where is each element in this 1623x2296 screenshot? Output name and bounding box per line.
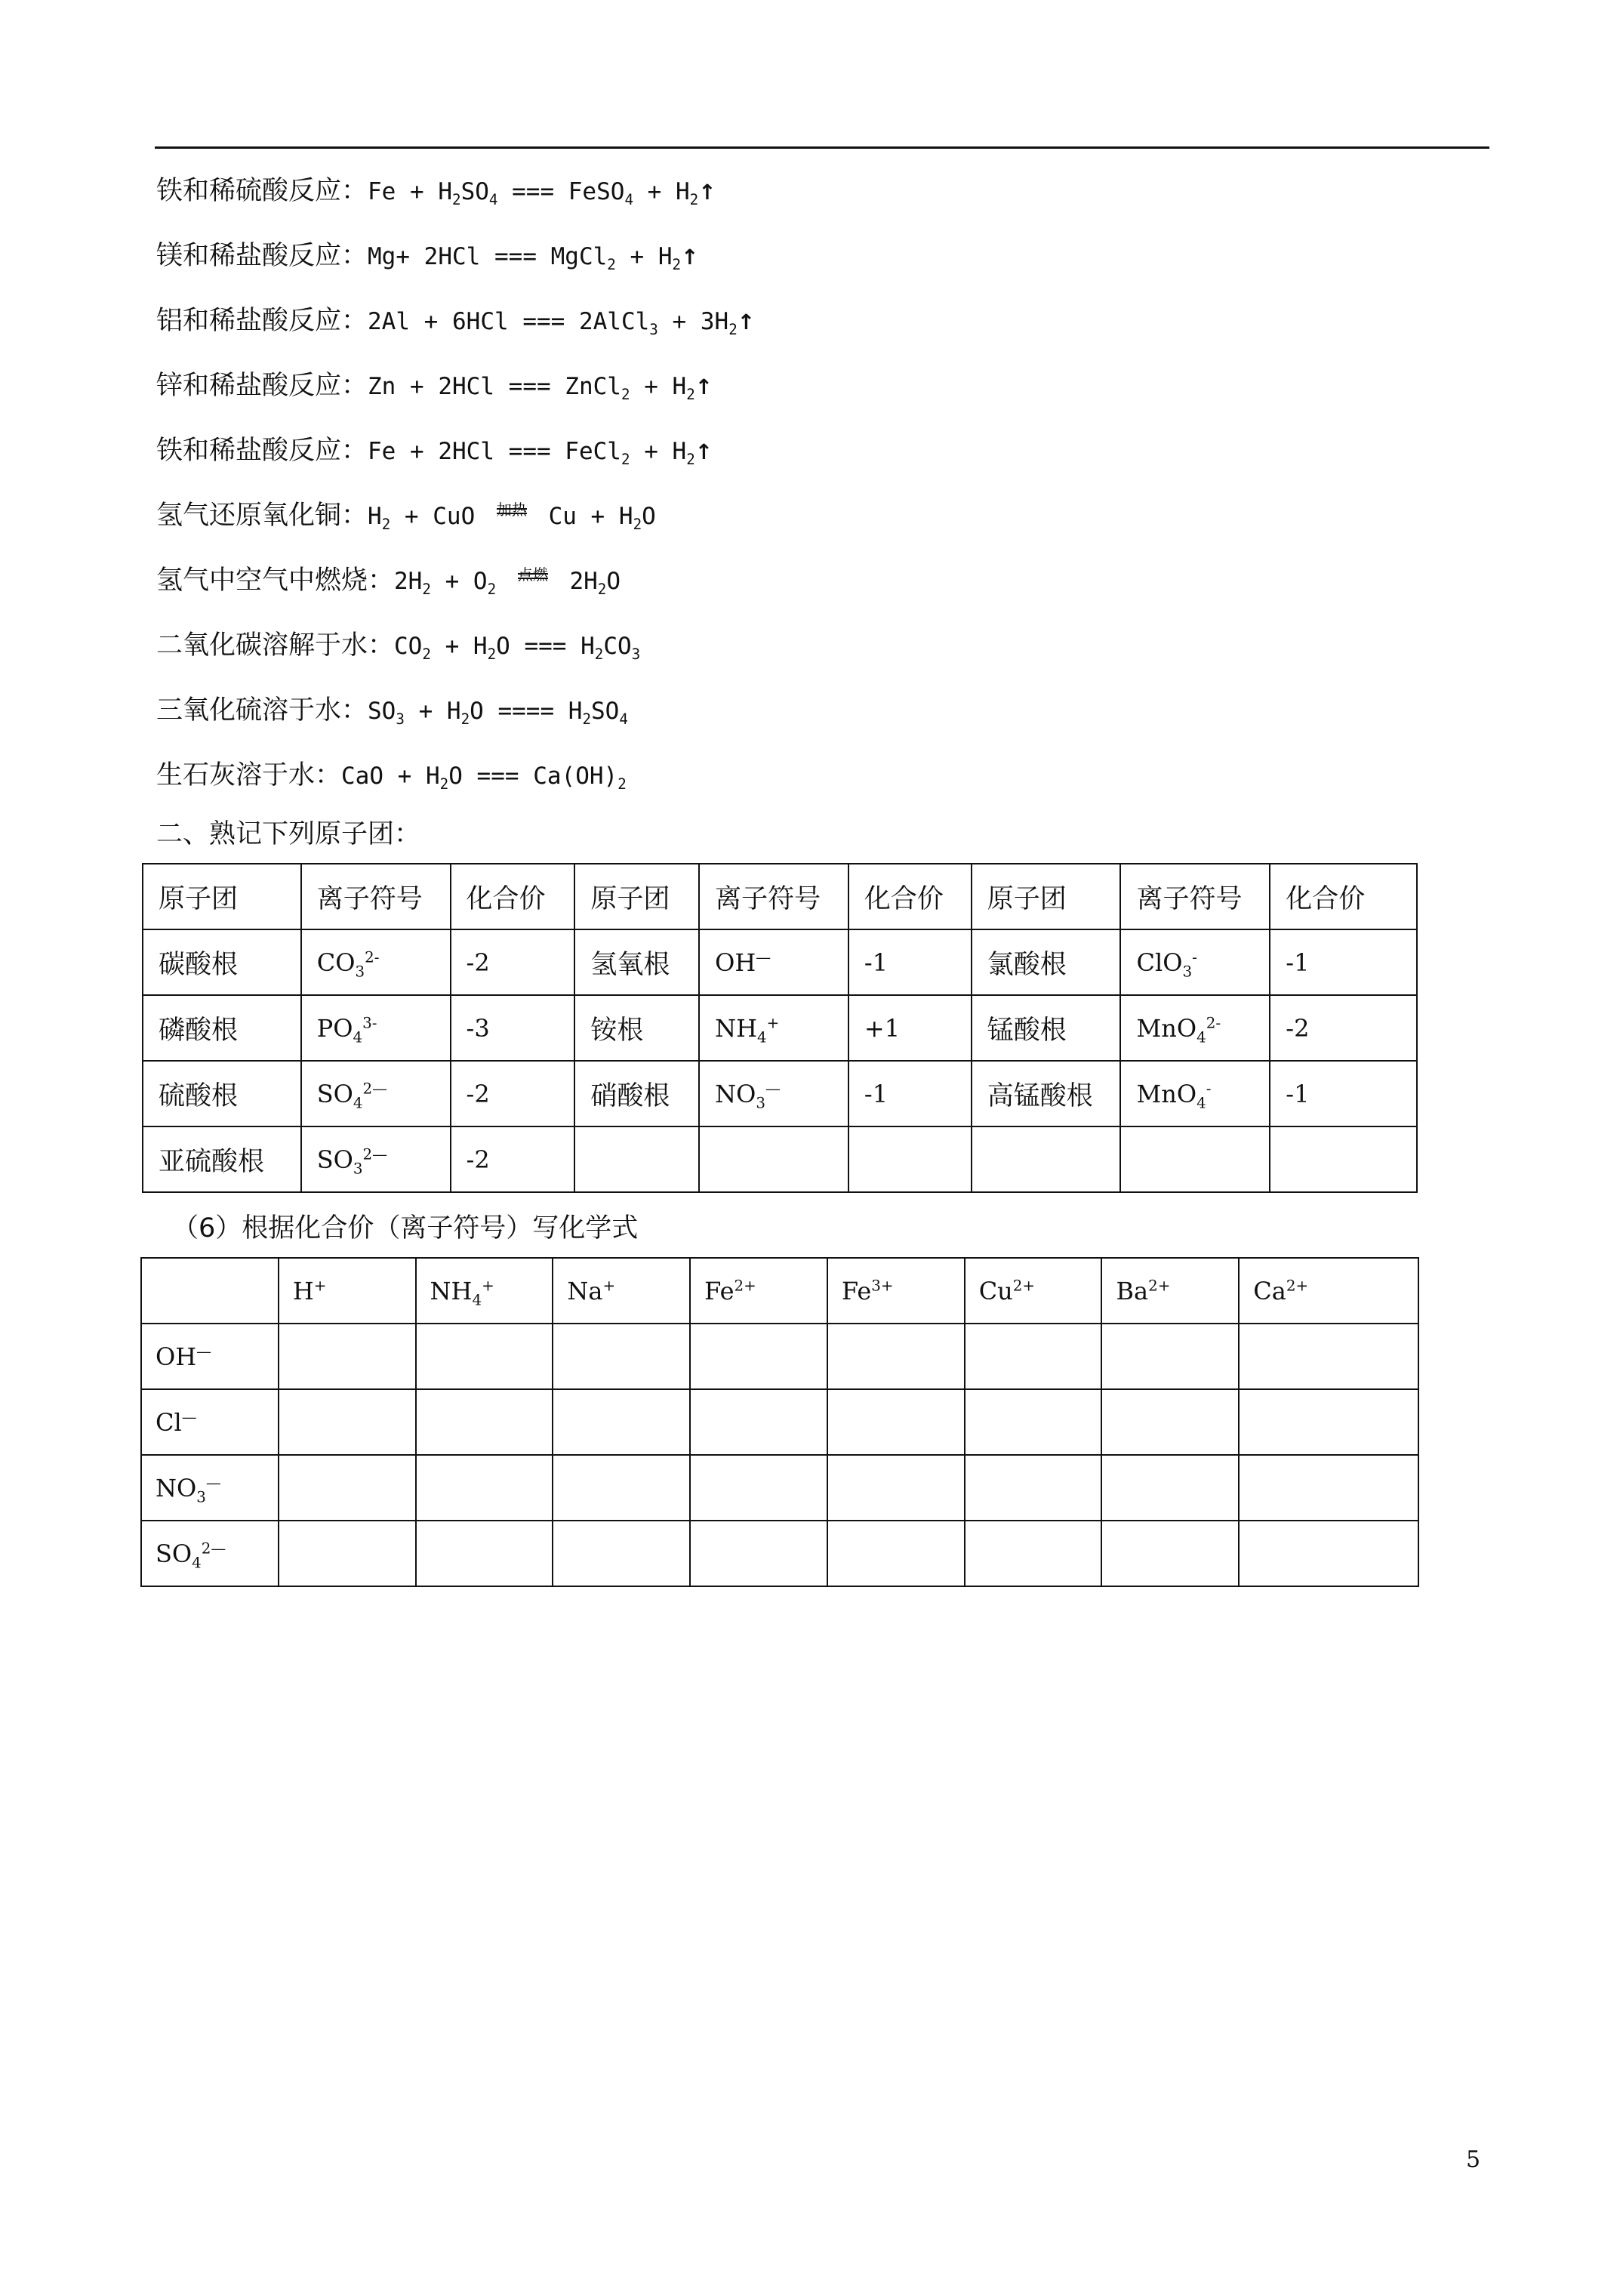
formula-answer-cell[interactable] <box>690 1389 827 1455</box>
header-cell: 原子团 <box>574 864 699 929</box>
ion-symbol-cell <box>699 1126 848 1192</box>
formula-answer-cell[interactable] <box>279 1324 416 1389</box>
formula-answer-cell[interactable] <box>1101 1521 1239 1586</box>
equation-line <box>156 622 1485 687</box>
valence-cell <box>1270 1126 1417 1192</box>
ion-symbol-cell: $SO_3^{2—}$ <box>301 1126 451 1192</box>
section-heading-radicals: 二、熟记下列原子团： <box>156 819 421 849</box>
header-cell: 离子符号 <box>699 864 848 929</box>
ion-symbol-cell: MnO$_4$- <box>1120 1061 1270 1126</box>
header-cell: 化合价 <box>848 864 972 929</box>
anion-header-cell: $SO_4^{2—}$ <box>141 1521 279 1586</box>
formula-answer-cell[interactable] <box>965 1521 1102 1586</box>
ion-symbol-cell: ClO$_3$- <box>1120 929 1270 995</box>
equation-label: 三氧化硫溶于水： <box>156 695 368 726</box>
equation-formula: $H_2$ + CuO $^{加热}$ $Cu + H_2O$ <box>368 501 656 534</box>
formula-answer-cell[interactable] <box>690 1455 827 1521</box>
radical-name-cell: 铵根 <box>574 995 699 1061</box>
formula-answer-cell[interactable] <box>416 1324 553 1389</box>
equation-line <box>156 687 1485 752</box>
valence-cell: -2 <box>1270 995 1417 1061</box>
table-row <box>143 929 1417 995</box>
formula-answer-cell[interactable] <box>279 1389 416 1455</box>
anion-header-cell: $NO_3^—$ <box>141 1455 279 1521</box>
ion-symbol-cell: $NO_3^—$ <box>699 1061 848 1126</box>
radical-name-cell: 锰酸根 <box>972 995 1121 1061</box>
formula-answer-cell[interactable] <box>690 1521 827 1586</box>
table-row <box>143 1126 1417 1192</box>
radical-name-cell: 磷酸根 <box>143 995 301 1061</box>
equation-formula: Fe + 2HCl === FeCl$_2$ + $H_2↑$ <box>368 438 713 469</box>
valence-cell: -1 <box>1270 929 1417 995</box>
cation-header-cell: $Ba^{2+}$ <box>1101 1258 1239 1324</box>
radical-name-cell: 亚硫酸根 <box>143 1126 301 1192</box>
equation-label: 锌和稀盐酸反应： <box>156 371 368 401</box>
valence-cell: -2 <box>451 1061 575 1126</box>
section-heading-write-formulas: （6）根据化合价（离子符号）写化学式 <box>172 1213 639 1244</box>
cation-header-cell: H+ <box>279 1258 416 1324</box>
cation-header-cell: $NH_4^+$ <box>416 1258 553 1324</box>
header-cell: 化合价 <box>1270 864 1417 929</box>
ion-symbol-cell: OH— <box>699 929 848 995</box>
header-cell: 离子符号 <box>301 864 451 929</box>
formula-answer-cell[interactable] <box>553 1521 690 1586</box>
header-cell: 原子团 <box>972 864 1121 929</box>
ion-symbol-cell: $NH_4^+$ <box>699 995 848 1061</box>
equation-formula: Mg+ 2HCl === MgCl$_2$ + $H_2↑$ <box>368 243 699 274</box>
formula-answer-cell[interactable] <box>279 1455 416 1521</box>
header-cell: 原子团 <box>143 864 301 929</box>
cation-header-cell: $Fe^{3+}$ <box>827 1258 965 1324</box>
equation-line <box>156 168 1485 233</box>
equation-label: 二氧化碳溶解于水： <box>156 630 395 661</box>
formula-answer-cell[interactable] <box>553 1455 690 1521</box>
valence-cell: -1 <box>848 929 972 995</box>
formula-answer-cell[interactable] <box>1239 1324 1418 1389</box>
formula-answer-cell[interactable] <box>965 1455 1102 1521</box>
ion-symbol-cell: $SO_4^{2—}$ <box>301 1061 451 1126</box>
cation-header-cell: Na+ <box>553 1258 690 1324</box>
formula-answer-cell[interactable] <box>1239 1521 1418 1586</box>
corner-cell <box>141 1258 279 1324</box>
formula-answer-cell[interactable] <box>1101 1324 1239 1389</box>
page-number: 5 <box>1466 2147 1481 2173</box>
grid-header-row <box>141 1258 1418 1324</box>
equation-formula: $CO_2 + H_2O$ === $H_2CO_3$ <box>394 633 641 664</box>
equation-label: 氢气还原氧化铜： <box>156 501 368 531</box>
equation-formula: $Fe + H_2SO_4$ === FeSO$_4$ + $H_2↑$ <box>368 178 716 209</box>
header-cell: 化合价 <box>451 864 575 929</box>
equation-list <box>156 168 1485 817</box>
anion-header-cell: OH— <box>141 1324 279 1389</box>
formula-answer-cell[interactable] <box>827 1455 965 1521</box>
formula-answer-cell[interactable] <box>553 1389 690 1455</box>
radicals-table <box>142 863 1418 1193</box>
cation-header-cell: $Cu^{2+}$ <box>965 1258 1102 1324</box>
grid-row <box>141 1521 1418 1586</box>
formula-answer-cell[interactable] <box>1239 1455 1418 1521</box>
table-row <box>143 995 1417 1061</box>
formula-answer-cell[interactable] <box>416 1521 553 1586</box>
radical-name-cell: 氢氧根 <box>574 929 699 995</box>
valence-cell: -2 <box>451 1126 575 1192</box>
table-row <box>143 1061 1417 1126</box>
formula-answer-cell[interactable] <box>416 1389 553 1455</box>
equation-line <box>156 297 1485 362</box>
equation-formula: 2Al + 6HCl === 2AlCl$_3$ + $3H_2↑$ <box>368 308 756 339</box>
equation-line <box>156 752 1485 817</box>
equation-line <box>156 362 1485 427</box>
equation-label: 铝和稀盐酸反应： <box>156 306 368 336</box>
radical-name-cell: 硝酸根 <box>574 1061 699 1126</box>
formula-answer-cell[interactable] <box>416 1455 553 1521</box>
table-header-row <box>143 864 1417 929</box>
equation-label: 镁和稀盐酸反应： <box>156 241 368 271</box>
formula-answer-cell[interactable] <box>1101 1389 1239 1455</box>
valence-cell: -1 <box>848 1061 972 1126</box>
formula-answer-cell[interactable] <box>553 1324 690 1389</box>
formula-answer-cell[interactable] <box>1239 1389 1418 1455</box>
header-rule <box>155 146 1489 149</box>
valence-cell: -2 <box>451 929 575 995</box>
formula-answer-cell[interactable] <box>279 1521 416 1586</box>
grid-row <box>141 1324 1418 1389</box>
equation-line <box>156 233 1485 297</box>
formula-answer-cell[interactable] <box>690 1324 827 1389</box>
grid-row <box>141 1455 1418 1521</box>
radical-name-cell: 高锰酸根 <box>972 1061 1121 1126</box>
equation-formula: Zn + 2HCl === ZnCl$_2$ + $H_2↑$ <box>368 373 713 404</box>
header-cell: 离子符号 <box>1120 864 1270 929</box>
radical-name-cell <box>972 1126 1121 1192</box>
ion-symbol-cell <box>1120 1126 1270 1192</box>
ion-symbol-cell: $CO_3^{2-}$ <box>301 929 451 995</box>
valence-cell: +1 <box>848 995 972 1061</box>
equation-formula: $SO_3 + H_2O$ ==== $H_2SO_4$ <box>368 698 628 729</box>
cation-header-cell: $Fe^{2+}$ <box>690 1258 827 1324</box>
equation-formula: $2H_2 + O_2$ $^{点燃}$ $2H_2O$ <box>394 566 621 599</box>
valence-cell: -1 <box>1270 1061 1417 1126</box>
anion-header-cell: Cl— <box>141 1389 279 1455</box>
cation-header-cell: $Ca^{2+}$ <box>1239 1258 1418 1324</box>
equation-line <box>156 492 1485 557</box>
equation-label: 铁和稀硫酸反应： <box>156 176 368 206</box>
formula-answer-cell[interactable] <box>965 1324 1102 1389</box>
radical-name-cell: 碳酸根 <box>143 929 301 995</box>
formula-answer-cell[interactable] <box>827 1389 965 1455</box>
formula-answer-cell[interactable] <box>965 1389 1102 1455</box>
ion-symbol-cell: $PO_4^{3-}$ <box>301 995 451 1061</box>
formula-grid-table <box>140 1257 1419 1587</box>
equation-label: 生石灰溶于水： <box>156 760 342 791</box>
equation-line <box>156 557 1485 622</box>
valence-cell: -3 <box>451 995 575 1061</box>
equation-line <box>156 427 1485 492</box>
equation-formula: CaO + $H_2O$ === $Ca(OH)_2$ <box>341 763 627 794</box>
equation-label: 氢气中空气中燃烧： <box>156 566 395 596</box>
radical-name-cell: 氯酸根 <box>972 929 1121 995</box>
formula-answer-cell[interactable] <box>827 1521 965 1586</box>
formula-answer-cell[interactable] <box>1101 1455 1239 1521</box>
equation-label: 铁和稀盐酸反应： <box>156 436 368 466</box>
formula-answer-cell[interactable] <box>827 1324 965 1389</box>
grid-row <box>141 1389 1418 1455</box>
ion-symbol-cell: MnO$_4^{2-}$ <box>1120 995 1270 1061</box>
radical-name-cell: 硫酸根 <box>143 1061 301 1126</box>
valence-cell <box>848 1126 972 1192</box>
radical-name-cell <box>574 1126 699 1192</box>
